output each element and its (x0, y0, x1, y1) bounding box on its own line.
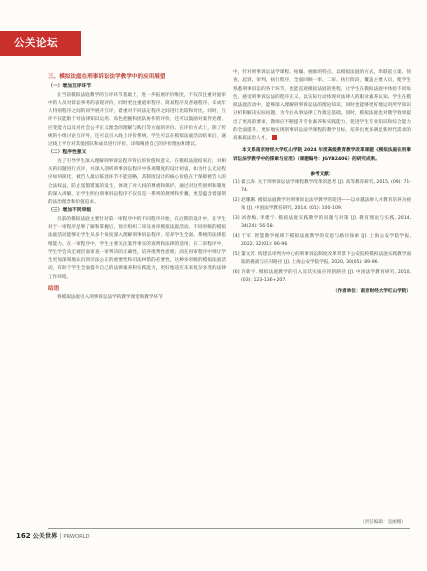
page-number: 162 (16, 532, 31, 540)
conclusion-continued (233, 69, 411, 143)
end-mark-icon (272, 135, 277, 140)
reference-item: [6] 许新宇. 模拟法庭教学的引入及其实质应用的路径 [J]. 中国法学教育研究, 2010, (03): 123-136+207. (233, 270, 411, 284)
author-affiliation: （作者单位：南京财经大学红山学院） (332, 289, 411, 295)
header-bar (0, 31, 81, 56)
editor-note: （责任编辑：袁丽娜） (360, 520, 406, 525)
references-heading: 参考文献： (310, 172, 334, 178)
left-column (48, 73, 226, 302)
conclusion-paragraph: 将模拟法庭引入刑事诉讼法学的教学课堂和教学环节 (57, 294, 163, 300)
reference-item: [1] 翟云涛. 关于刑事诉讼法学课程教学改革的思考 [J]. 高等教育研究, 2015, (09): 71-74. (233, 180, 411, 194)
column-title: 公关论坛 (14, 37, 58, 49)
reference-item: [4] 于军. 智慧教学视域下模拟法庭教学的反思与路径探索 [J]. 上海公安学院学报, 2022, 32(01): 86-96. (233, 234, 411, 248)
subsection-title-3: （三）增加不同审级 (48, 208, 92, 214)
page-footer (16, 531, 90, 540)
paragraph-3: 目前的模拟法庭主要针对第一审程序中的不同程序开始，在后期的设计中，在学生对于一审程序足够了解和掌握后，预计组织二审及再审模拟法庭活动。不同审级的模拟法庭活动能够让学生从多个角度深入理解刑事诉讼程序，培养学生全面、系统的法律思维能力。在一审程序中，学生主要关注案件事实的查明和法律的适用；在二审程序中，学生学会从宏观层面审查一审判决的正确性。培养批判性思维；而在再审程序中则让学生更加深刻地认识到司法公正的重要性和司法纠错的必要性。这种多审级的模拟法庭活动，有助于学生全面提升自己的法律素养和实践能力，更好地适应未来复杂多变的法律工作环境。 (48, 216, 226, 280)
magazine-english-name: PRWORLD (63, 534, 90, 540)
subsection-title-2: （二）程序性意义 (48, 150, 87, 156)
reference-item: [5] 董文芳. 构建以审判为中心的刑事诉讼制度改革背景下公安院校模拟法庭实践教学面临的挑战与应对路径 [J]. 上海公安学院学报, 2020, 30(05): 89-96. (233, 252, 411, 266)
paragraph-1: 在当前模拟法庭教学的互评环节基础上，进一步拓展评价维度，不仅仅注重对庭审中的人员对诉讼事务的表现评价，同时更注重庭审程序、简易程序及普通程序、未成年人特别程序之间的同学展开互评，着重对不同法定程序之间进行比较和对比。同时，互评不仅能限于对法律知识运用、角色把握和团队协作的评价，还可以鼓励对案件处理、应变能力以及对社会公平正义理念的理解与践行等方面的评价。在评价方式上，除了传统的小组讨论互评外，还可以引入线上评价系统，学生可以在模拟法庭活动结束后，通过线上平台对其他团队和成员进行评价，详细阐述自己的评价理由和建议。 (48, 92, 226, 147)
fund-note: 本文系南京财经大学红山学院 2024 年度高级教育教学改革课题《模拟法庭在刑事诉讼法学教学中的探索与应用》（课题编号：JGYB2406）的研究成果。 (233, 148, 411, 162)
footer-divider (48, 528, 410, 529)
magazine-name: 公关世界 (32, 533, 58, 540)
reference-item: [2] 赵珊珊. 模拟法庭教学对刑事诉讼法学教学的促进——以卓越法律人才教育培养为视角 [J]. 中国法学教育研究, 2014, (01): 100-109. (233, 198, 411, 212)
section-title: 三、模拟法庭在刑事诉讼法学教学中的应用展望 (48, 74, 166, 80)
conclusion-continued-text: 中，针对刑事诉讼法学课程、枯燥、抽象的特点，以模拟法庭的方式，串联起立案、侦查、起诉、审判、执行程序，全面回顾一审、二审、执行阶段，覆盖主要人员，使学生熟悉刑事诉讼的各个环节，也能直观模拟法庭的进程，让学生在模拟法庭中体验不同角色，感受刑事诉讼法的程序正义，以实际行动体现对法律人的职业素养认知。学生在模拟法庭活动中，能够深入理解刑事诉讼法的理论知识，同时也能够更好地运用所学知识分析和解决实际问题，为今后从事法律工作奠定基础。同时，模拟法庭也对教学效果提出了更高的要求，教师应不断提升专业素养和实践能力，促进学生专业知识和综合能力的全面提升，更好地实现刑事诉讼法学课程的教学目标，培养出更多满足新时代需求的高素质法治人才。 (233, 70, 411, 141)
reference-item: [3] 刘春梅, 李建宁. 模拟法庭实践教学的问题与对策 [J]. 教育理论与实践, 2014, 34(24): 56-58. (233, 216, 411, 230)
paragraph-2: 为了引导学生深入理解刑事诉讼程序背后的价值和意义，在模拟法庭结束后，对相关的问题进行点评，并深入剖析刑事诉讼程序中各项制度的设计初衷。如为什么无论程序如何简化，被告人最后陈述环节不能省略，其制度设计的核心价值在于保障被告人的合法权益，防止冤假错案的发生，体现了对人权的尊重和保护。通过对这些原则和制度的深入讲解，让学生明白刑事诉讼程序不仅仅是一系列的规则和步骤，更是蕴含着深刻的法治理念和价值追求。 (48, 158, 226, 205)
footer-separator: | (59, 533, 62, 540)
conclusion-title: 结语 (48, 285, 60, 292)
subsection-title-1: （一）增加互评环节 (48, 84, 92, 89)
right-column (233, 69, 411, 297)
